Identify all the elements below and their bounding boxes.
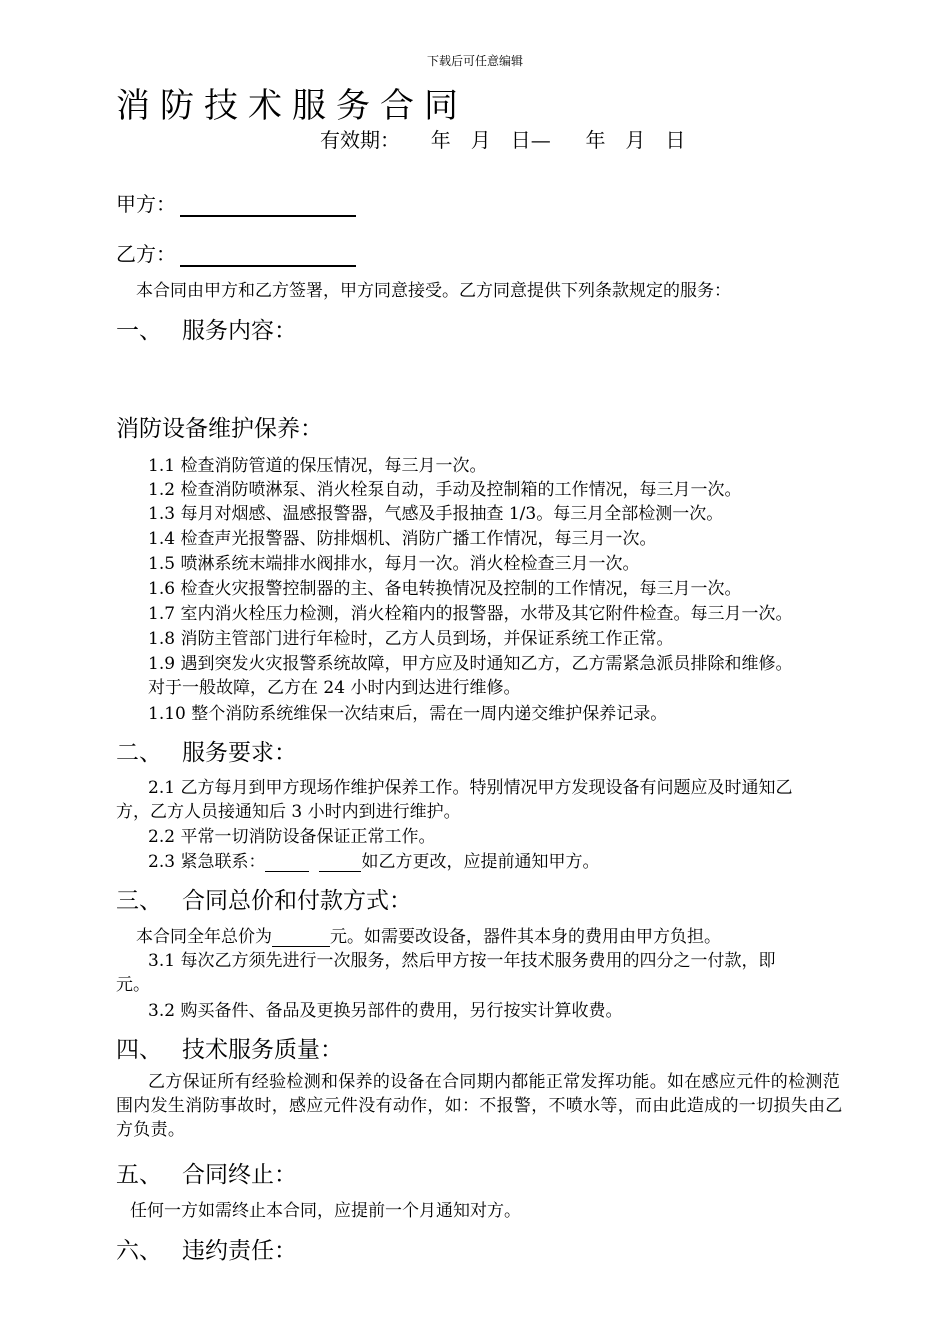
emergency-contact-blank — [319, 854, 361, 872]
section-1-heading — [116, 312, 297, 345]
price-blank — [272, 929, 330, 947]
list-item: 3.2 购买备件、备品及更换另部件的费用，另行按实计算收费。 — [148, 1001, 623, 1021]
price-post: 元。如需要改设备，器件其本身的费用由甲方负担。 — [330, 927, 721, 947]
list-item-continuation: 方，乙方人员接通知后 3 小时内到进行维护。 — [116, 802, 461, 822]
contract-title: 消防技术服务合同 — [116, 86, 468, 126]
list-item: 3.1 每次乙方须先进行一次服务，然后甲方按一年技术服务费用的四分之一付款，即 — [148, 951, 776, 971]
validity-end-date: 年 月 日 — [585, 128, 686, 152]
section-3-title: 合同总价和付款方式： — [182, 888, 412, 914]
section-1-title: 服务内容： — [182, 318, 297, 344]
price-paragraph — [136, 922, 721, 947]
section-4-title: 技术服务质量： — [182, 1037, 343, 1063]
section-5-heading — [116, 1156, 297, 1189]
section-6-number: 六、 — [116, 1238, 162, 1264]
section-5-number: 五、 — [116, 1162, 162, 1188]
intro-paragraph: 本合同由甲方和乙方签署，甲方同意接受。乙方同意提供下列条款规定的服务： — [136, 281, 731, 301]
emergency-contact-blank — [265, 854, 309, 872]
party-a-blank — [180, 195, 356, 217]
section-4-number: 四、 — [116, 1037, 162, 1063]
price-pre: 本合同全年总价为 — [136, 927, 272, 947]
section-1-number: 一、 — [116, 318, 162, 344]
section-3-number: 三、 — [116, 888, 162, 914]
list-item: 1.6 检查火灾报警控制器的主、备电转换情况及控制的工作情况，每三月一次。 — [148, 579, 742, 599]
party-a-label: 甲方： — [116, 192, 176, 216]
list-item: 1.2 检查消防喷淋泵、消火栓泵自动，手动及控制箱的工作情况，每三月一次。 — [148, 480, 742, 500]
emergency-contact-label: 2.3 紧急联系： — [148, 852, 266, 872]
header-note: 下载后可任意编辑 — [426, 54, 523, 68]
list-item: 1.5 喷淋系统末端排水阀排水，每月一次。消火栓检查三月一次。 — [148, 554, 640, 574]
list-item: 2.2 平常一切消防设备保证正常工作。 — [148, 827, 436, 847]
list-item-continuation: 对于一般故障，乙方在 24 小时内到达进行维修。 — [148, 678, 521, 698]
section-2-heading — [116, 734, 297, 767]
section-2-title: 服务要求： — [182, 740, 297, 766]
emergency-contact-tail: 如乙方更改，应提前通知甲方。 — [361, 852, 600, 872]
list-item-continuation: 元。 — [116, 975, 150, 995]
validity-period — [320, 124, 685, 153]
list-item: 1.4 检查声光报警器、防排烟机、消防广播工作情况，每三月一次。 — [148, 529, 657, 549]
termination-paragraph: 任何一方如需终止本合同，应提前一个月通知对方。 — [130, 1201, 521, 1221]
party-b-label: 乙方： — [116, 242, 176, 266]
party-b — [116, 238, 356, 267]
list-item: 1.10 整个消防系统维保一次结束后，需在一周内递交维护保养记录。 — [148, 704, 668, 724]
list-item: 1.9 遇到突发火灾报警系统故障，甲方应及时通知乙方，乙方需紧急派员排除和维修。 — [148, 654, 793, 674]
section-5-title: 合同终止： — [182, 1162, 297, 1188]
maintenance-subheading: 消防设备维护保养： — [116, 416, 323, 442]
list-item: 1.3 每月对烟感、温感报警器，气感及手报抽查 1/3。每三月全部检测一次。 — [148, 504, 724, 524]
list-item: 1.7 室内消火栓压力检测，消火栓箱内的报警器，水带及其它附件检查。每三月一次。 — [148, 604, 793, 624]
section-6-title: 违约责任： — [182, 1238, 297, 1264]
validity-label: 有效期： — [320, 128, 400, 152]
section-6-heading — [116, 1232, 297, 1265]
quality-paragraph: 乙方保证所有经验检测和保养的设备在合同期内都能正常发挥功能。如在感应元件的检测范围内发生消防事故时，感应元件没有动作，如：不报警，不喷水等，而由此造成的一切损失由乙方负责。 — [116, 1072, 843, 1140]
party-a — [116, 188, 356, 217]
validity-start-date: 年 月 日— — [430, 128, 551, 152]
party-b-blank — [180, 245, 356, 267]
list-item: 1.1 检查消防管道的保压情况，每三月一次。 — [148, 456, 487, 476]
section-4-heading — [116, 1031, 343, 1064]
section-2-number: 二、 — [116, 740, 162, 766]
list-item: 1.8 消防主管部门进行年检时，乙方人员到场，并保证系统工作正常。 — [148, 629, 674, 649]
list-item — [148, 847, 599, 872]
section-3-heading — [116, 882, 412, 915]
list-item: 2.1 乙方每月到甲方现场作维护保养工作。特别情况甲方发现设备有问题应及时通知乙 — [148, 778, 793, 798]
